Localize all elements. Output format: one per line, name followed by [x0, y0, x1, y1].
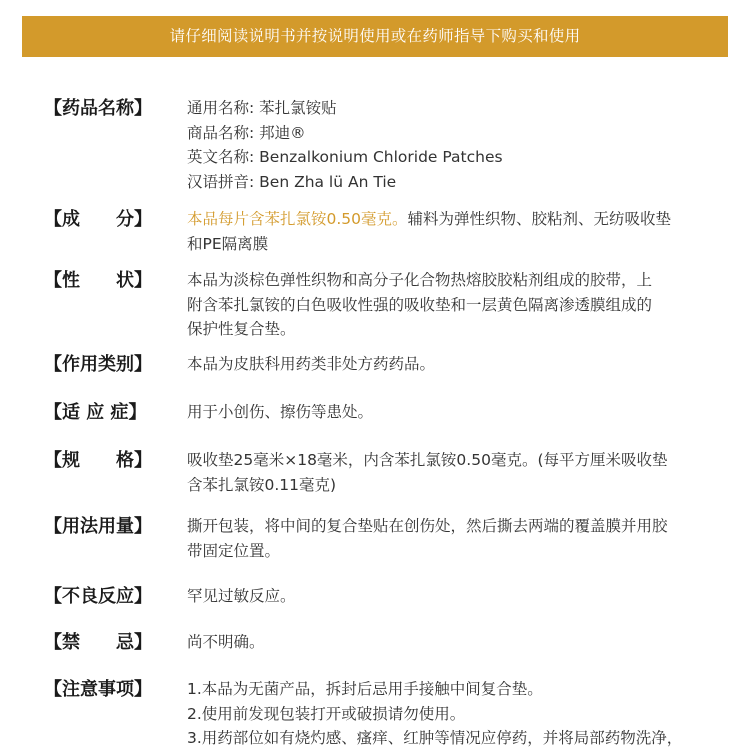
section-label: 【药品名称】: [44, 98, 152, 119]
text-line: 本品为皮肤科用药类非处方药药品。: [187, 355, 436, 373]
warning-banner: 请仔细阅读说明书并按说明使用或在药师指导下购买和使用: [22, 16, 728, 57]
ingredient-text: 辅料为弹性织物、胶粘剂、无纺吸收垫: [407, 210, 672, 228]
section-content: [187, 352, 707, 377]
text-line: 1.本品为无菌产品，拆封后忌用手接触中间复合垫。: [187, 680, 543, 698]
text-line: 2.使用前发现包装打开或破损请勿使用。: [187, 704, 466, 723]
text-line: 罕见过敏反应。: [187, 587, 296, 605]
text-line: 3.用药部位如有烧灼感、瘙痒、红肿等情况应停药，并将局部药物洗净，: [187, 729, 683, 747]
text-line: 本品为淡棕色弹性织物和高分子化合物热熔胶胶粘剂组成的胶带，上: [187, 271, 653, 289]
text-line: 吸收垫25毫米×18毫米，内含苯扎氯铵0.50毫克。(每平方厘米吸收垫: [187, 451, 668, 469]
section-content: [187, 514, 707, 563]
text-line: 含苯扎氯铵0.11毫克): [187, 475, 337, 494]
section-label: 【用法用量】: [44, 516, 152, 537]
section-label: 【作用类别】: [44, 354, 152, 375]
section-label: 【成 分】: [44, 209, 152, 230]
section-content: [187, 630, 707, 655]
generic-name: 通用名称: 苯扎氯铵贴: [187, 99, 337, 117]
section-label: 【适 应 症】: [44, 402, 147, 423]
brand-name: 商品名称: 邦迪®: [187, 123, 306, 142]
section-content: [187, 207, 707, 256]
section-label: 【注意事项】: [44, 679, 152, 700]
section-content: [187, 96, 707, 194]
pinyin-name: 汉语拼音: Ben Zha lü An Tie: [187, 172, 397, 191]
section-label: 【性 状】: [44, 270, 152, 291]
section-label: 【规 格】: [44, 450, 152, 471]
section-content: [187, 268, 707, 342]
text-line: 附含苯扎氯铵的白色吸收性强的吸收垫和一层黄色隔离渗透膜组成的: [187, 295, 653, 314]
english-name: 英文名称: Benzalkonium Chloride Patches: [187, 148, 503, 166]
ingredient-highlight: 本品每片含苯扎氯铵0.50毫克。: [187, 210, 408, 228]
section-content: [187, 448, 707, 497]
section-label: 【不良反应】: [44, 586, 152, 607]
ingredient-text-line2: 和PE隔离膜: [187, 234, 269, 253]
section-content: [187, 400, 707, 425]
text-line: 保护性复合垫。: [187, 320, 296, 338]
section-content: [187, 677, 707, 751]
section-content: [187, 584, 707, 609]
text-line: 用于小创伤、擦伤等患处。: [187, 403, 374, 421]
section-label: 【禁 忌】: [44, 632, 152, 653]
text-line: 撕开包装，将中间的复合垫贴在创伤处，然后撕去两端的覆盖膜并用胶: [187, 517, 668, 535]
text-line: 尚不明确。: [187, 633, 265, 651]
text-line: 带固定位置。: [187, 541, 281, 560]
